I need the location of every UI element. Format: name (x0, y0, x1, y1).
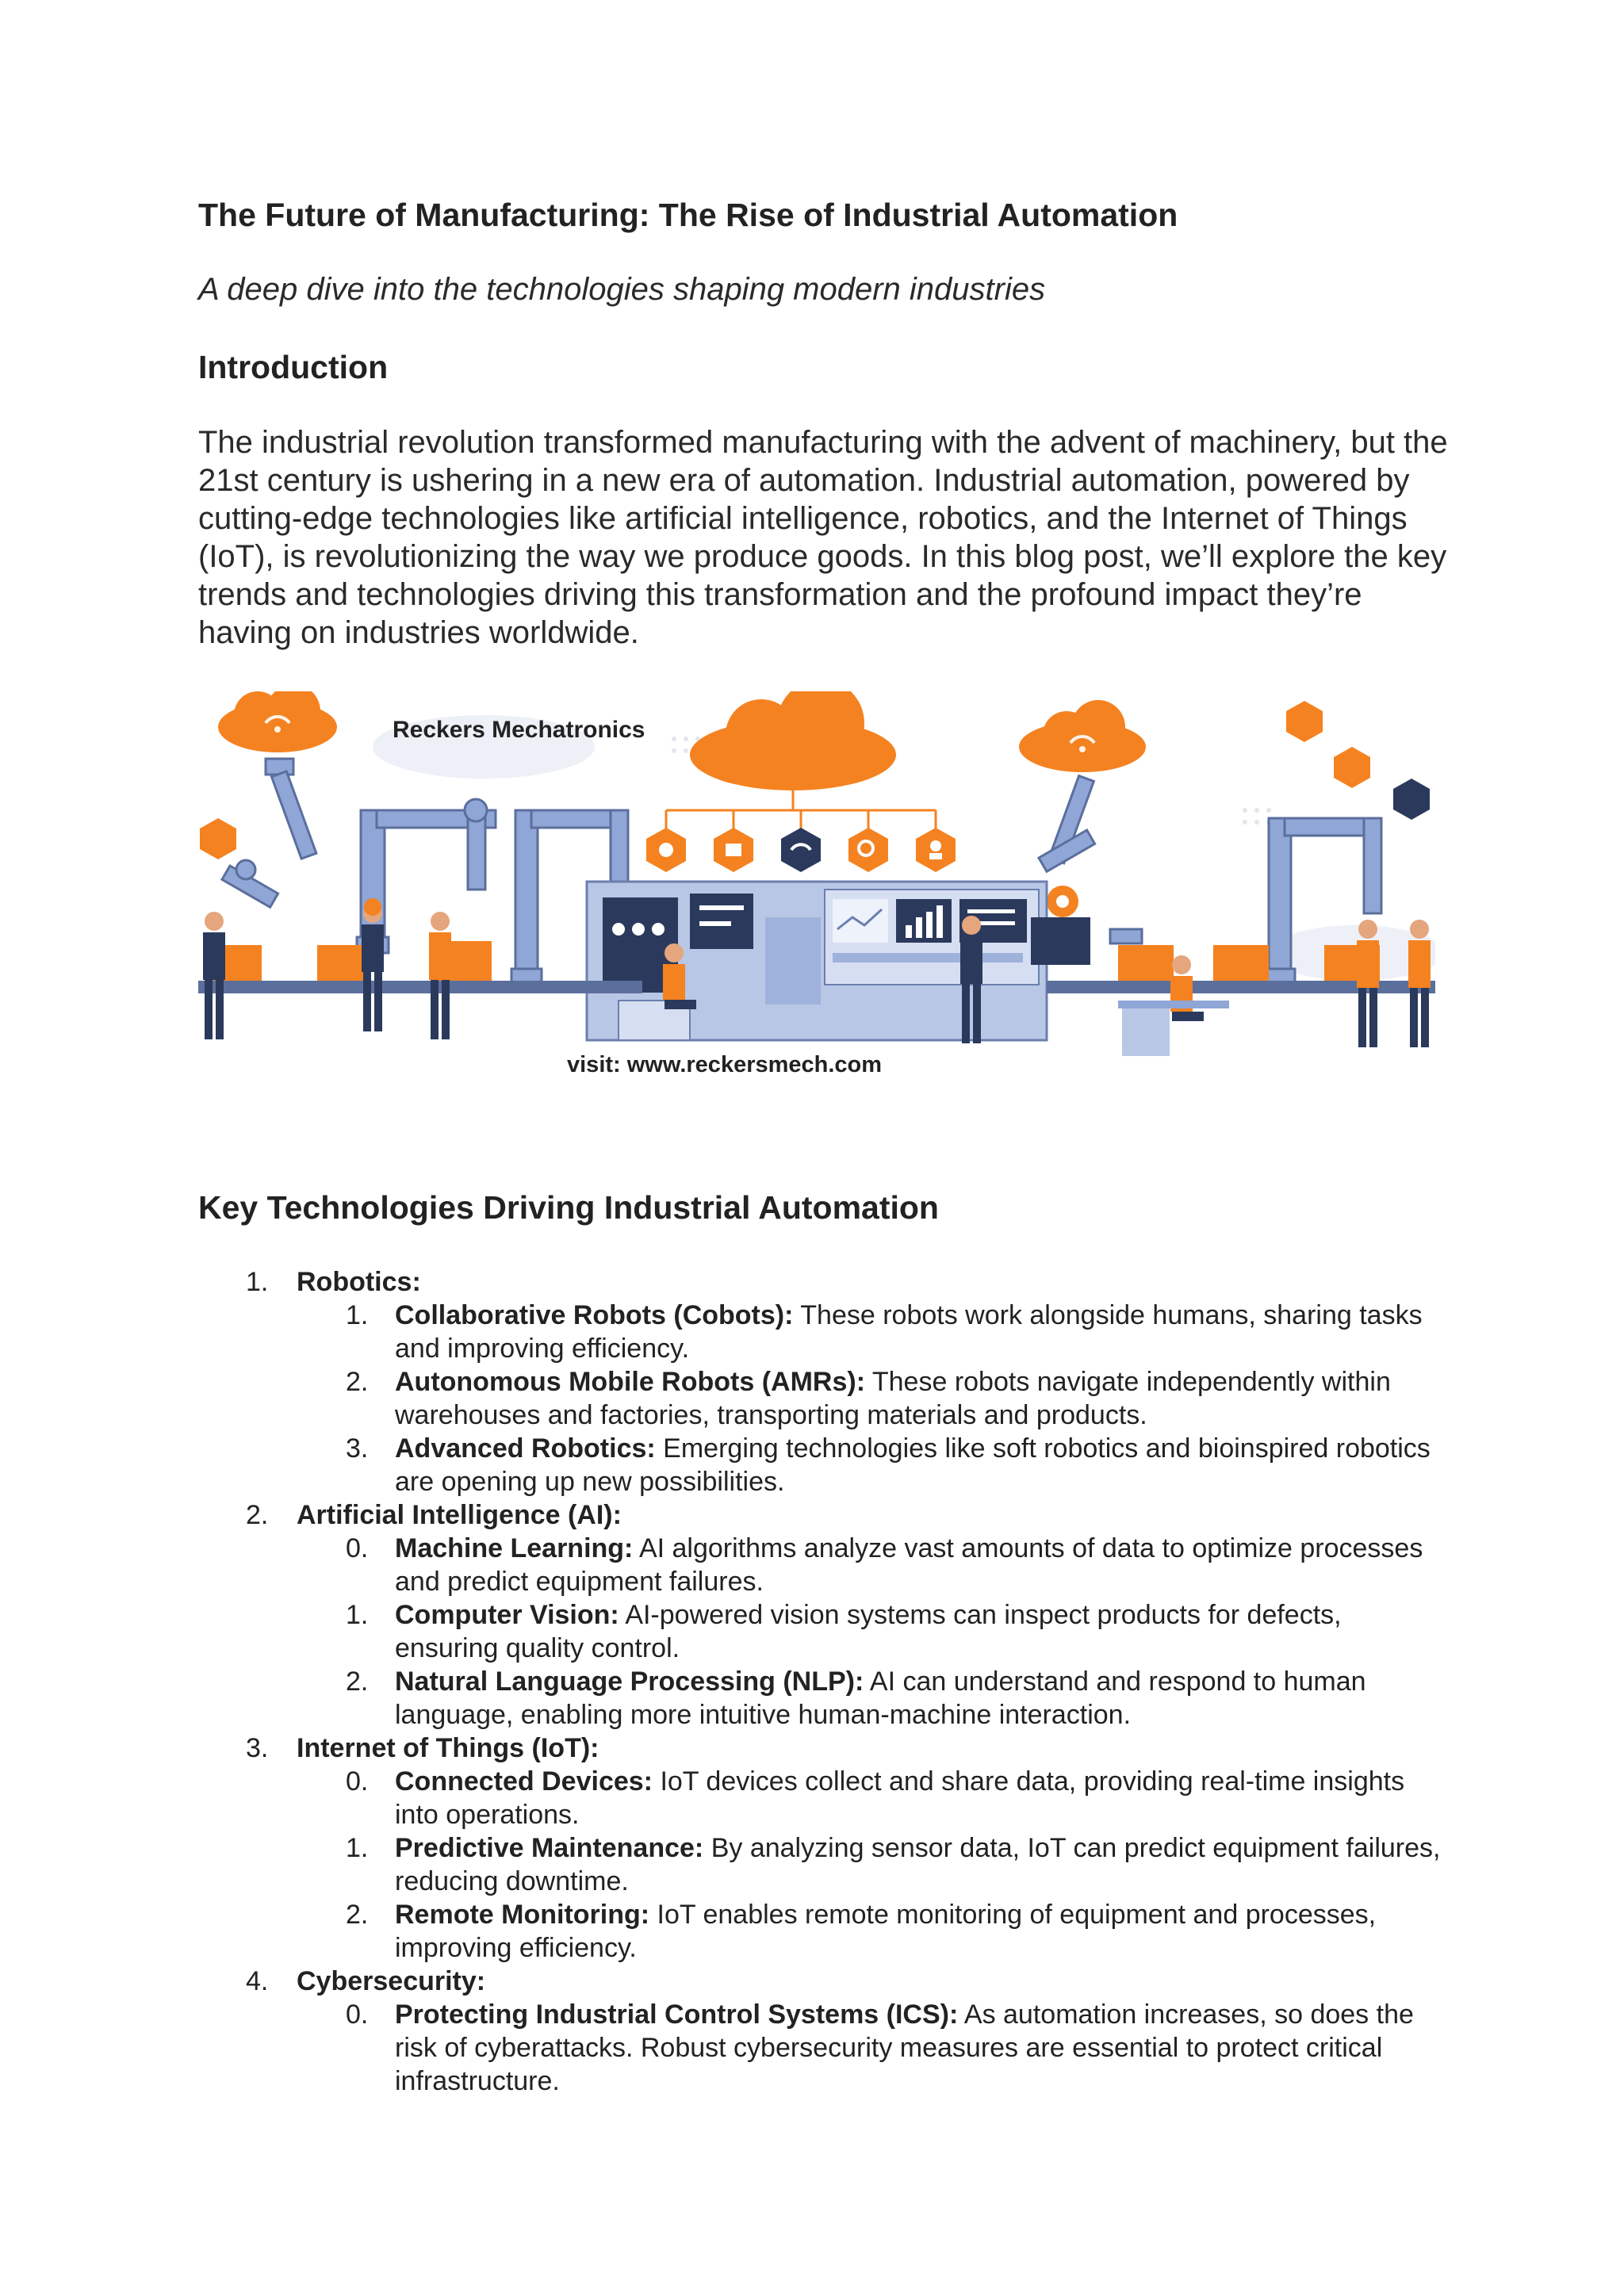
control-machine (587, 882, 1090, 1040)
sub-list-item (198, 1831, 1451, 1898)
sub-list-number: 1. (346, 1600, 369, 1630)
sub-list-item (198, 1665, 1451, 1732)
sub-list-item (198, 1365, 1451, 1432)
sub-item-label: Protecting Industrial Control Systems (ICS): (395, 1999, 959, 2030)
sub-item-label: Predictive Maintenance: (395, 1833, 704, 1863)
list-item-label: Artificial Intelligence (AI): (297, 1500, 622, 1530)
list-item (198, 1498, 1451, 1532)
article-subtitle: A deep dive into the technologies shaping modern industries (198, 272, 1046, 307)
sub-list-number: 2. (346, 1367, 369, 1397)
sub-list-item (198, 1765, 1451, 1831)
list-item (198, 1732, 1451, 1765)
introduction-paragraph: The industrial revolution transformed manufacturing with the advent of machinery, but the 21st century is ushering in a new era of automation. Industrial automation, powered by cutting-edge technologies like artificial intelligence, robotics, and the Internet of Things (IoT), is revolutionizing the way we produce goods. In this blog post, we’ll explore the key trends and technologies driving this transformation and the profound impact they’re having on industries worldwide. (198, 425, 1448, 650)
automation-banner-image (198, 691, 1435, 1078)
sub-list-item (198, 1598, 1451, 1665)
sub-list-number: 2. (346, 1900, 369, 1930)
sub-item-text: AI algorithms analyze vast amounts of data to optimize processes and predict equipment failures. (395, 1533, 1423, 1597)
sub-item-label: Machine Learning: (395, 1533, 634, 1563)
sub-list-number: 0. (346, 1766, 369, 1797)
key-technologies-heading: Key Technologies Driving Industrial Automation (198, 1189, 939, 1226)
sub-list-item (198, 1998, 1451, 2098)
sub-list-item (198, 1532, 1451, 1598)
sub-item-text: AI can understand and respond to human language, enabling more intuitive human-machine interaction. (395, 1667, 1366, 1730)
sub-item-label: Natural Language Processing (NLP): (395, 1667, 864, 1697)
list-number: 4. (246, 1966, 269, 1996)
introduction-heading: Introduction (198, 349, 389, 385)
banner-brand: Reckers Mechatronics (393, 717, 645, 743)
sub-item-text: IoT devices collect and share data, providing real-time insights into operations. (395, 1766, 1405, 1830)
list-item (198, 1965, 1451, 1998)
sub-item-text: By analyzing sensor data, IoT can predict equipment failures, reducing downtime. (395, 1833, 1441, 1896)
sub-list-number: 2. (346, 1667, 369, 1697)
list-number: 3. (246, 1733, 269, 1763)
sub-item-label: Connected Devices: (395, 1766, 653, 1797)
list-item-label: Internet of Things (IoT): (297, 1733, 599, 1763)
sub-item-label: Collaborative Robots (Cobots): (395, 1300, 794, 1330)
sub-item-text: IoT enables remote monitoring of equipment and processes, improving efficiency. (395, 1900, 1377, 1963)
list-item-label: Robotics: (297, 1267, 421, 1297)
list-item (198, 1265, 1451, 1299)
technology-list (198, 1265, 1451, 2098)
sub-item-text: As automation increases, so does the risk of cyberattacks. Robust cybersecurity measures are essential to protect critical infrastructure. (395, 1999, 1414, 2096)
sub-item-text: These robots navigate independently within warehouses and factories, transporting materials and products. (395, 1367, 1391, 1430)
sub-list-number: 0. (346, 1999, 369, 2030)
sub-list-item (198, 1898, 1451, 1965)
list-number: 2. (246, 1500, 269, 1530)
sub-item-text: Emerging technologies like soft robotics and bioinspired robotics are opening up new possibilities. (395, 1433, 1431, 1497)
sub-list-number: 1. (346, 1833, 369, 1863)
sub-item-label: Advanced Robotics: (395, 1433, 656, 1464)
sub-item-text: These robots work alongside humans, sharing tasks and improving efficiency. (395, 1300, 1423, 1364)
sub-item-text: AI-powered vision systems can inspect products for defects, ensuring quality control. (395, 1600, 1342, 1663)
sub-list-number: 0. (346, 1533, 369, 1563)
sub-list-item (198, 1432, 1451, 1498)
list-number: 1. (246, 1267, 269, 1297)
sub-list-number: 3. (346, 1433, 369, 1464)
sub-list-number: 1. (346, 1300, 369, 1330)
sub-list-item (198, 1299, 1451, 1365)
article-title: The Future of Manufacturing: The Rise of Industrial Automation (198, 197, 1178, 233)
banner-visit-url: visit: www.reckersmech.com (567, 1052, 883, 1077)
list-item-label: Cybersecurity: (297, 1966, 486, 1996)
sub-item-label: Remote Monitoring: (395, 1900, 650, 1930)
sub-item-label: Computer Vision: (395, 1600, 619, 1630)
sub-item-label: Autonomous Mobile Robots (AMRs): (395, 1367, 866, 1397)
